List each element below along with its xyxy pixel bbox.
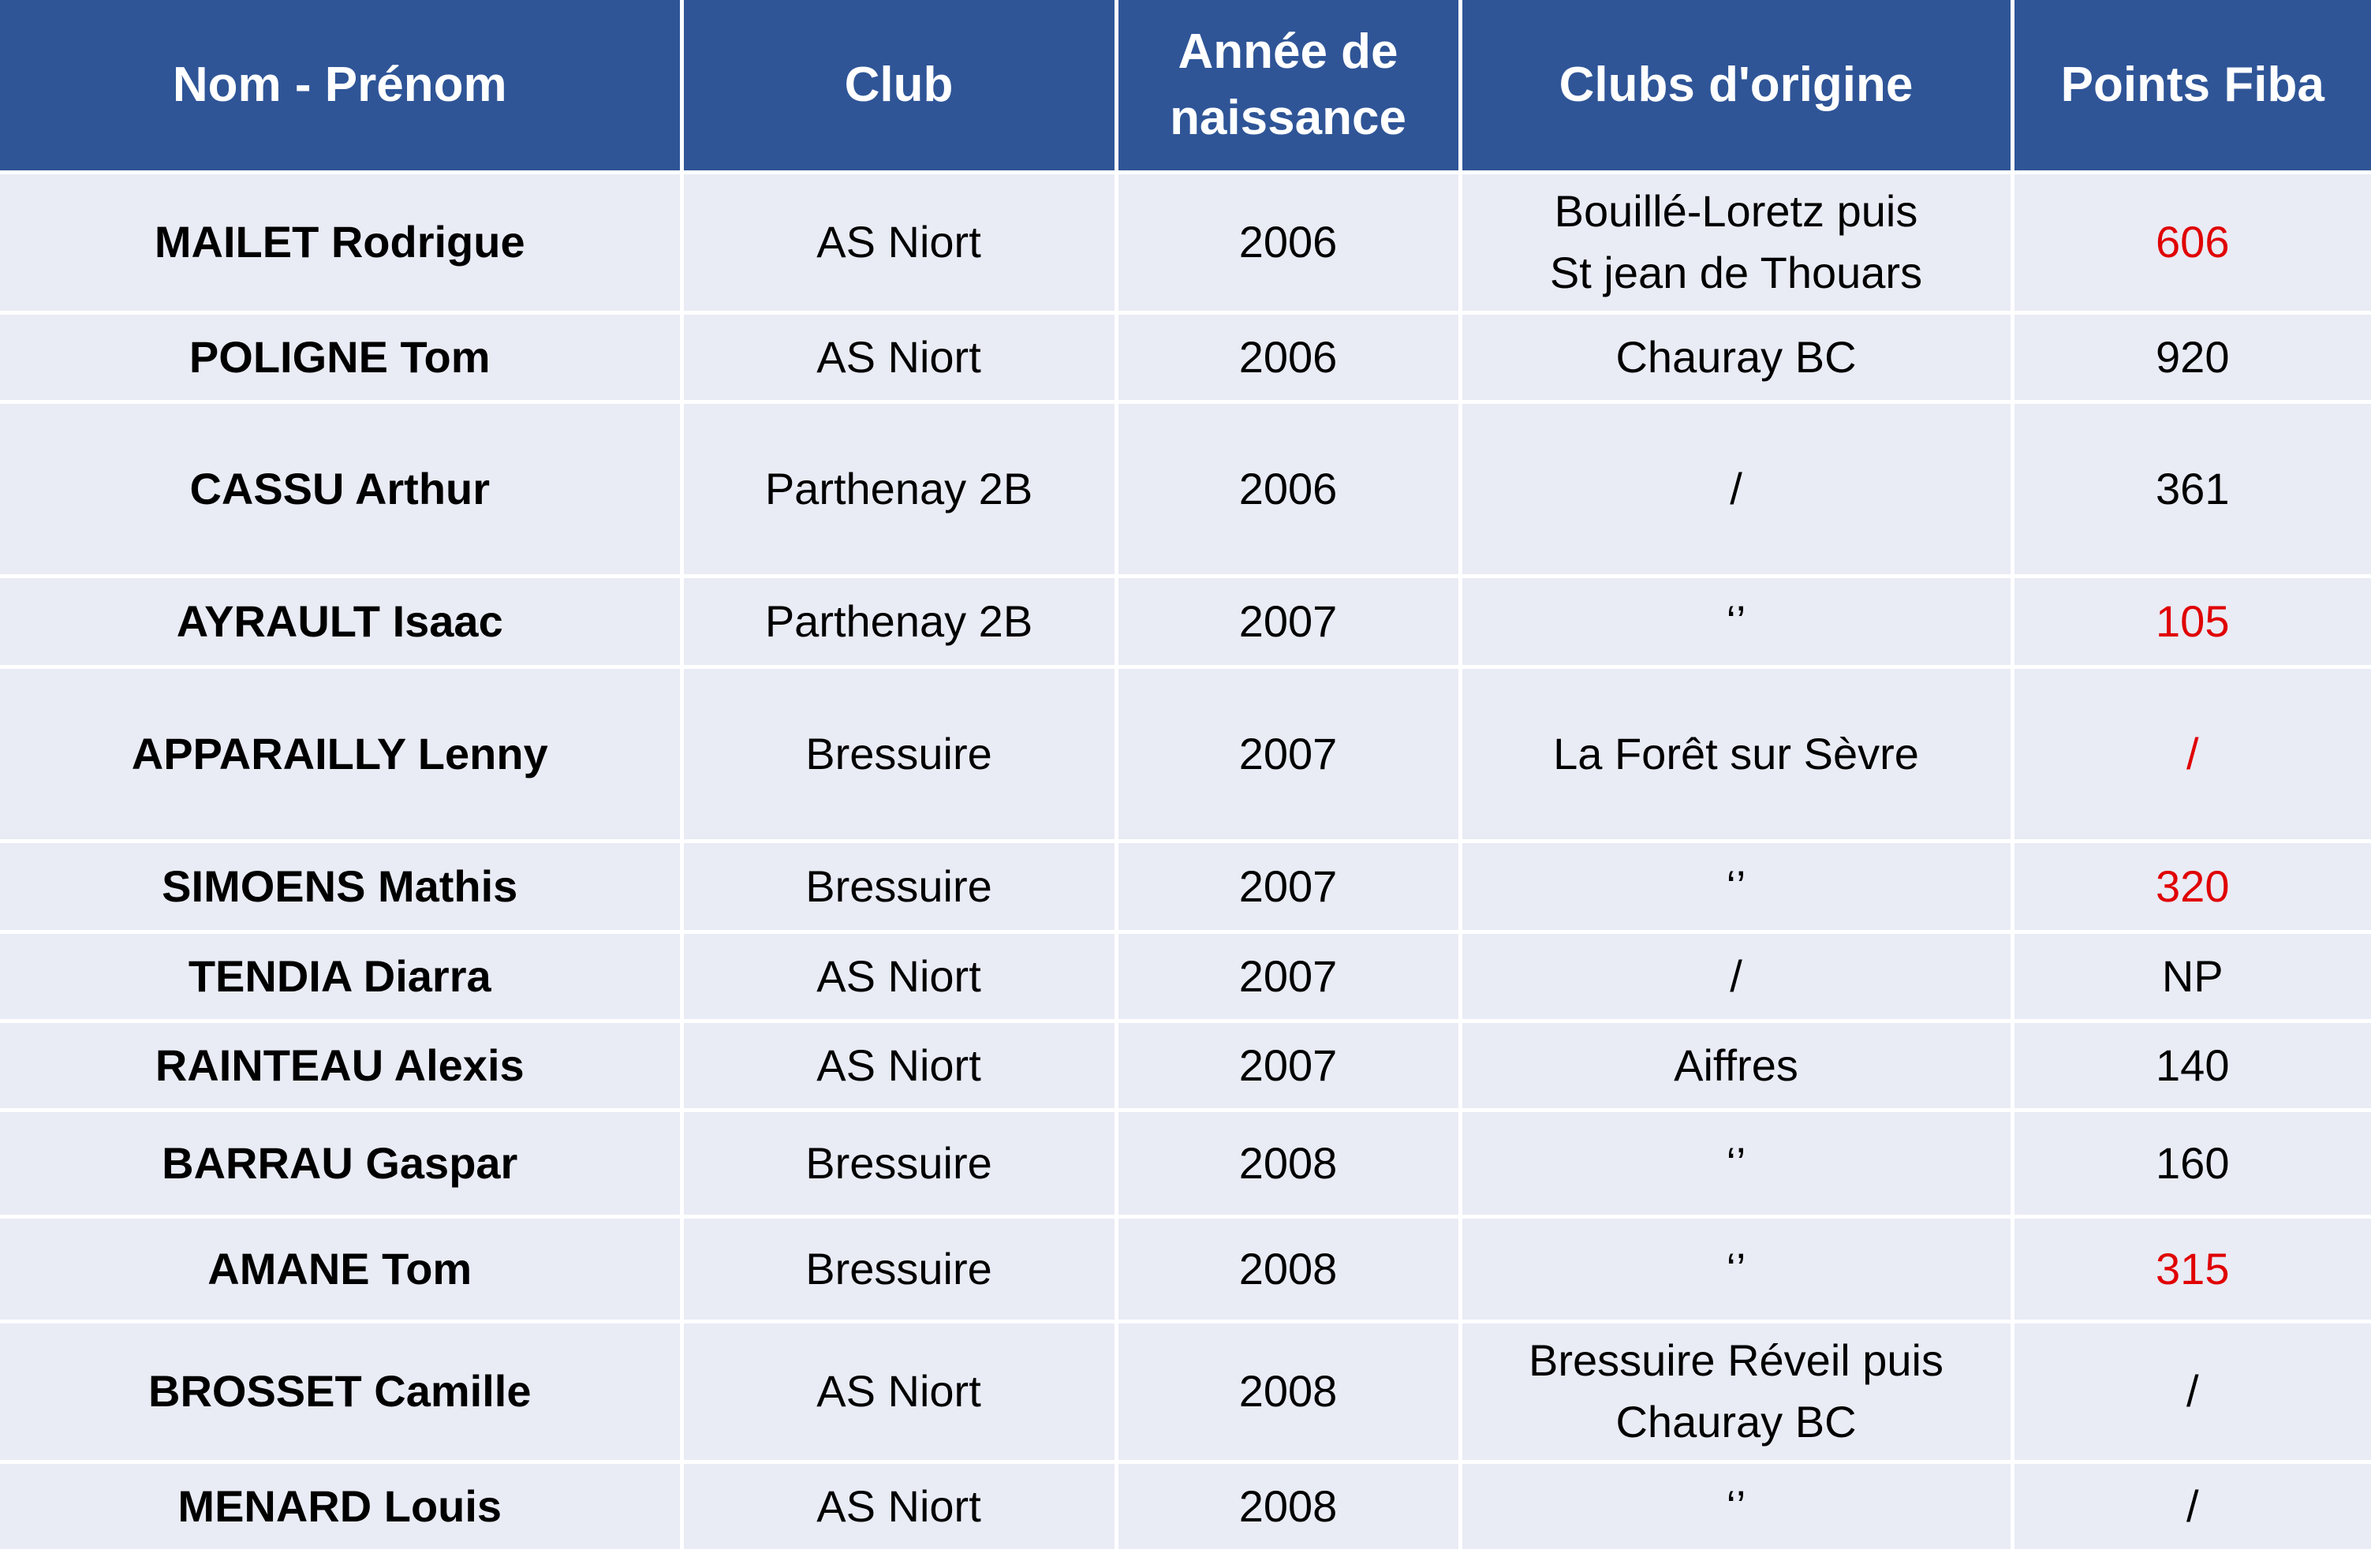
cell-birth-year: 2007 bbox=[1116, 841, 1460, 931]
cell-club: AS Niort bbox=[681, 1321, 1116, 1462]
cell-name: MENARD Louis bbox=[0, 1462, 681, 1551]
cell-fiba-points: / bbox=[2012, 1462, 2371, 1551]
cell-name: APPARAILLY Lenny bbox=[0, 666, 681, 841]
header-birth-year-line1: Année de bbox=[1178, 24, 1398, 79]
cell-origin-line: ‘’ bbox=[1726, 595, 1746, 646]
cell-club: Parthenay 2B bbox=[681, 576, 1116, 666]
cell-fiba-points: 361 bbox=[2012, 401, 2371, 576]
cell-name: BROSSET Camille bbox=[0, 1321, 681, 1462]
table-row bbox=[0, 931, 2371, 1021]
cell-fiba-points: 606 bbox=[2012, 172, 2371, 312]
cell-origin-line: ‘’ bbox=[1726, 861, 1746, 911]
cell-birth-year: 2006 bbox=[1116, 401, 1460, 576]
table-row bbox=[0, 666, 2371, 841]
cell-name: AYRAULT Isaac bbox=[0, 576, 681, 666]
cell-club: Bressuire bbox=[681, 1216, 1116, 1321]
cell-club: Bressuire bbox=[681, 841, 1116, 931]
header-birth-year-line2: naissance bbox=[1170, 90, 1406, 145]
cell-club: AS Niort bbox=[681, 931, 1116, 1021]
table-row bbox=[0, 1462, 2371, 1551]
cell-fiba-points: / bbox=[2012, 1321, 2371, 1462]
cell-origin-line: Bressuire Réveil puis bbox=[1529, 1335, 1943, 1385]
cell-origin-clubs bbox=[1460, 1216, 2012, 1321]
cell-name: RAINTEAU Alexis bbox=[0, 1021, 681, 1110]
cell-club: AS Niort bbox=[681, 1021, 1116, 1110]
cell-club: AS Niort bbox=[681, 1462, 1116, 1551]
header-fiba-points: Points Fiba bbox=[2012, 0, 2371, 172]
cell-club: AS Niort bbox=[681, 312, 1116, 401]
cell-origin-clubs bbox=[1460, 401, 2012, 576]
cell-origin-line: Chauray BC bbox=[1615, 331, 1857, 382]
cell-birth-year: 2008 bbox=[1116, 1110, 1460, 1216]
cell-club: AS Niort bbox=[681, 172, 1116, 312]
cell-fiba-points: 920 bbox=[2012, 312, 2371, 401]
table-row bbox=[0, 172, 2371, 312]
cell-fiba-points: 320 bbox=[2012, 841, 2371, 931]
cell-birth-year: 2008 bbox=[1116, 1321, 1460, 1462]
cell-origin-clubs bbox=[1460, 931, 2012, 1021]
cell-origin-line: Bouillé-Loretz puis bbox=[1554, 186, 1918, 236]
table-header-row bbox=[0, 0, 2371, 172]
cell-origin-line: ‘’ bbox=[1726, 1137, 1746, 1188]
table-row bbox=[0, 1321, 2371, 1462]
cell-fiba-points: 140 bbox=[2012, 1021, 2371, 1110]
table-row bbox=[0, 1021, 2371, 1110]
cell-name: AMANE Tom bbox=[0, 1216, 681, 1321]
cell-name: CASSU Arthur bbox=[0, 401, 681, 576]
cell-fiba-points: NP bbox=[2012, 931, 2371, 1021]
cell-fiba-points: 105 bbox=[2012, 576, 2371, 666]
cell-birth-year: 2008 bbox=[1116, 1216, 1460, 1321]
cell-origin-clubs bbox=[1460, 172, 2012, 312]
cell-fiba-points: 315 bbox=[2012, 1216, 2371, 1321]
table-row bbox=[0, 576, 2371, 666]
cell-club: Bressuire bbox=[681, 1110, 1116, 1216]
cell-origin-clubs bbox=[1460, 1462, 2012, 1551]
cell-birth-year: 2007 bbox=[1116, 931, 1460, 1021]
cell-fiba-points: 160 bbox=[2012, 1110, 2371, 1216]
cell-origin-line: Chauray BC bbox=[1615, 1397, 1857, 1447]
cell-origin-line: St jean de Thouars bbox=[1549, 248, 1923, 297]
cell-origin-clubs bbox=[1460, 666, 2012, 841]
cell-club: Parthenay 2B bbox=[681, 401, 1116, 576]
table-row bbox=[0, 1110, 2371, 1216]
header-club: Club bbox=[681, 0, 1116, 172]
cell-name: POLIGNE Tom bbox=[0, 312, 681, 401]
cell-name: BARRAU Gaspar bbox=[0, 1110, 681, 1216]
table-row bbox=[0, 312, 2371, 401]
cell-birth-year: 2008 bbox=[1116, 1462, 1460, 1551]
cell-birth-year: 2007 bbox=[1116, 1021, 1460, 1110]
table-body bbox=[0, 172, 2371, 1551]
cell-origin-line: ‘’ bbox=[1726, 1480, 1746, 1531]
cell-origin-line: La Forêt sur Sèvre bbox=[1553, 728, 1919, 778]
cell-origin-line: Aiffres bbox=[1674, 1040, 1798, 1090]
cell-origin-clubs bbox=[1460, 1321, 2012, 1462]
cell-origin-clubs bbox=[1460, 312, 2012, 401]
cell-origin-clubs bbox=[1460, 576, 2012, 666]
cell-birth-year: 2007 bbox=[1116, 666, 1460, 841]
header-name: Nom - Prénom bbox=[0, 0, 681, 172]
cell-origin-clubs bbox=[1460, 841, 2012, 931]
cell-name: MAILET Rodrigue bbox=[0, 172, 681, 312]
cell-name: TENDIA Diarra bbox=[0, 931, 681, 1021]
table-row bbox=[0, 401, 2371, 576]
table-row bbox=[0, 841, 2371, 931]
cell-name: SIMOENS Mathis bbox=[0, 841, 681, 931]
cell-origin-line: / bbox=[1730, 463, 1742, 513]
cell-origin-clubs bbox=[1460, 1021, 2012, 1110]
header-origin-clubs: Clubs d'origine bbox=[1460, 0, 2012, 172]
cell-fiba-points: / bbox=[2012, 666, 2371, 841]
cell-birth-year: 2007 bbox=[1116, 576, 1460, 666]
header-birth-year bbox=[1116, 0, 1460, 172]
cell-birth-year: 2006 bbox=[1116, 172, 1460, 312]
cell-birth-year: 2006 bbox=[1116, 312, 1460, 401]
cell-origin-line: / bbox=[1730, 950, 1742, 1001]
cell-origin-line: ‘’ bbox=[1726, 1243, 1746, 1294]
cell-origin-clubs bbox=[1460, 1110, 2012, 1216]
cell-club: Bressuire bbox=[681, 666, 1116, 841]
table-row bbox=[0, 1216, 2371, 1321]
